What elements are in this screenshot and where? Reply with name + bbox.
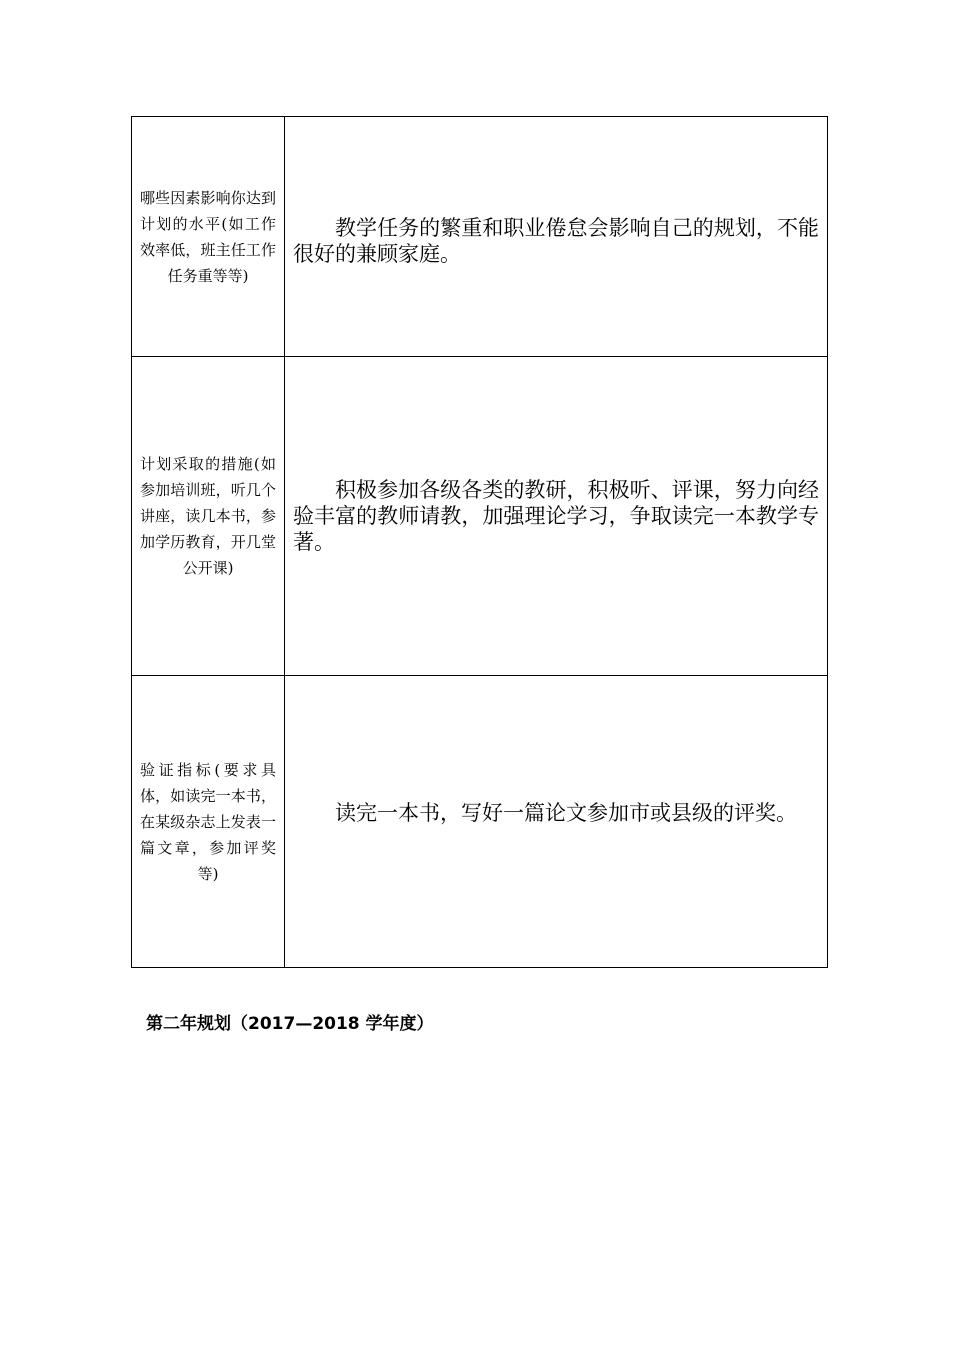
row-label-verification-indicators: 验证指标(要求具体，如读完一本书，在某级杂志上发表一篇文章，参加评奖等) — [140, 760, 276, 883]
content-cell — [285, 117, 828, 357]
plan-table — [131, 116, 828, 968]
row-label-influencing-factors: 哪些因素影响你达到计划的水平(如工作效率低，班主任工作任务重等等) — [140, 188, 276, 285]
table-row-planned-measures — [132, 357, 828, 676]
label-cell — [132, 676, 285, 968]
row-content-planned-measures: 积极参加各级各类的教研，积极听、评课，努力向经验丰富的教师请教，加强理论学习，争取读完一本教学专著。 — [293, 478, 819, 554]
table-row-verification-indicators — [132, 676, 828, 968]
content-cell — [285, 676, 828, 968]
table-row-influencing-factors — [132, 117, 828, 357]
row-content-influencing-factors: 教学任务的繁重和职业倦怠会影响自己的规划，不能很好的兼顾家庭。 — [293, 215, 819, 266]
row-label-planned-measures: 计划采取的措施(如参加培训班，听几个讲座，读几本书，参加学历教育，开几堂公开课) — [140, 455, 276, 577]
row-content-verification-indicators: 读完一本书，写好一篇论文参加市或县级的评奖。 — [335, 800, 797, 825]
second-year-plan-heading: 第二年规划（2017—2018 学年度） — [146, 1014, 434, 1034]
label-cell — [132, 117, 285, 357]
content-cell — [285, 357, 828, 676]
label-cell — [132, 357, 285, 676]
